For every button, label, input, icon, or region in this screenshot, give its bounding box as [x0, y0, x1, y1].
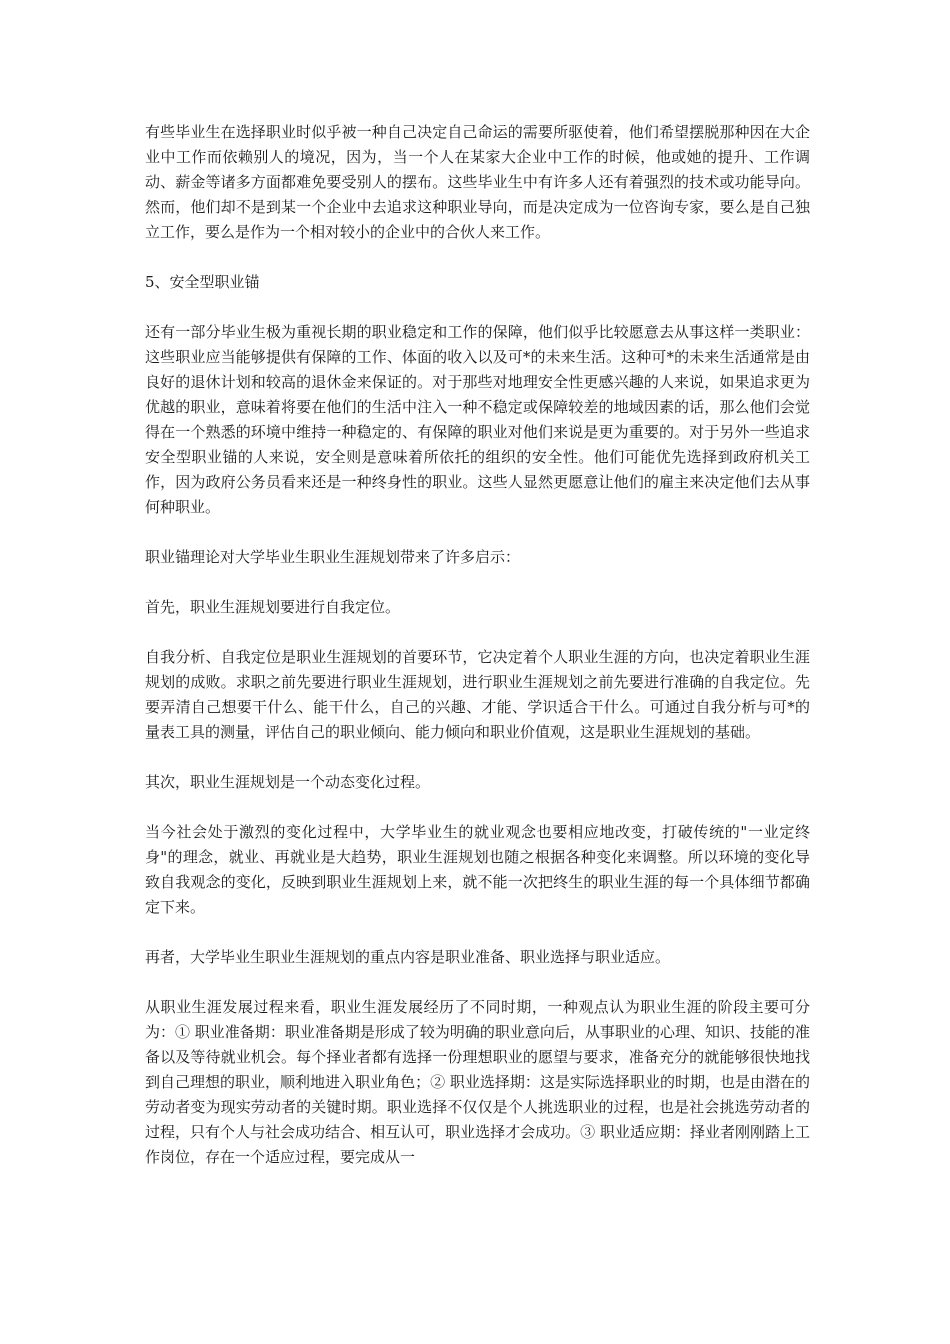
document-page	[145, 120, 810, 1195]
section-heading-security-anchor: 5、安全型职业锚	[145, 273, 260, 291]
paragraph-independence-anchor: 有些毕业生在选择职业时似乎被一种自己决定自己命运的需要所驱使着，他们希望摆脱那种因在大企业中工作而依赖别人的境况，因为，当一个人在某家大企业中工作的时候，他或她的提升、工作调动、薪金等诸多方面都难免要受别人的摆布。这些毕业生中有许多人还有着强烈的技术或功能导向。然而，他们却不是到某一个企业中去追求这种职业导向，而是决定成为一位咨询专家，要么是自己独立工作，要么是作为一个相对较小的企业中的合伙人来工作。	[145, 123, 810, 241]
paragraph-first-point: 首先，职业生涯规划要进行自我定位。	[145, 598, 401, 616]
paragraph-theory-implications: 职业锚理论对大学毕业生职业生涯规划带来了许多启示：	[145, 548, 521, 566]
paragraph-second-point: 其次，职业生涯规划是一个动态变化过程。	[145, 773, 431, 791]
paragraph-dynamic-change: 当今社会处于激烈的变化过程中，大学毕业生的就业观念也要相应地改变，打破传统的"一业定终身"的理念，就业、再就业是大趋势，职业生涯规划也随之根据各种变化来调整。所以环境的变化导致自我观念的变化，反映到职业生涯规划上来，就不能一次把终生的职业生涯的每一个具体细节都确定下来。	[145, 823, 810, 916]
paragraph-career-stages: 从职业生涯发展过程来看，职业生涯发展经历了不同时期，一种观点认为职业生涯的阶段主要可分为：① 职业准备期：职业准备期是形成了较为明确的职业意向后，从事职业的心理、知识、技能的准备以及等待就业机会。每个择业者都有选择一份理想职业的愿望与要求，准备充分的就能够很快地找到自己理想的职业，顺利地进入职业角色；② 职业选择期：这是实际选择职业的时期，也是由潜在的劳动者变为现实劳动者的关键时期。职业选择不仅仅是个人挑选职业的过程，也是社会挑选劳动者的过程，只有个人与社会成功结合、相互认可，职业选择才会成功。③ 职业适应期：择业者刚刚踏上工作岗位，存在一个适应过程，要完成从一	[145, 998, 810, 1166]
paragraph-third-point: 再者，大学毕业生职业生涯规划的重点内容是职业准备、职业选择与职业适应。	[145, 948, 671, 966]
paragraph-self-positioning: 自我分析、自我定位是职业生涯规划的首要环节，它决定着个人职业生涯的方向，也决定着职业生涯规划的成败。求职之前先要进行职业生涯规划，进行职业生涯规划之前先要进行准确的自我定位。先要弄清自己想要干什么、能干什么，自己的兴趣、才能、学识适合干什么。可通过自我分析与可*的量表工具的测量，评估自己的职业倾向、能力倾向和职业价值观，这是职业生涯规划的基础。	[145, 648, 810, 741]
paragraph-security-anchor: 还有一部分毕业生极为重视长期的职业稳定和工作的保障，他们似乎比较愿意去从事这样一类职业：这些职业应当能够提供有保障的工作、体面的收入以及可*的未来生活。这种可*的未来生活通常是由良好的退休计划和较高的退休金来保证的。对于那些对地理安全性更感兴趣的人来说，如果追求更为优越的职业，意味着将要在他们的生活中注入一种不稳定或保障较差的地域因素的话，那么他们会觉得在一个熟悉的环境中维持一种稳定的、有保障的职业对他们来说是更为重要的。对于另外一些追求安全型职业锚的人来说，安全则是意味着所依托的组织的安全性。他们可能优先选择到政府机关工作，因为政府公务员看来还是一种终身性的职业。这些人显然更愿意让他们的雇主来决定他们去从事何种职业。	[145, 323, 810, 516]
